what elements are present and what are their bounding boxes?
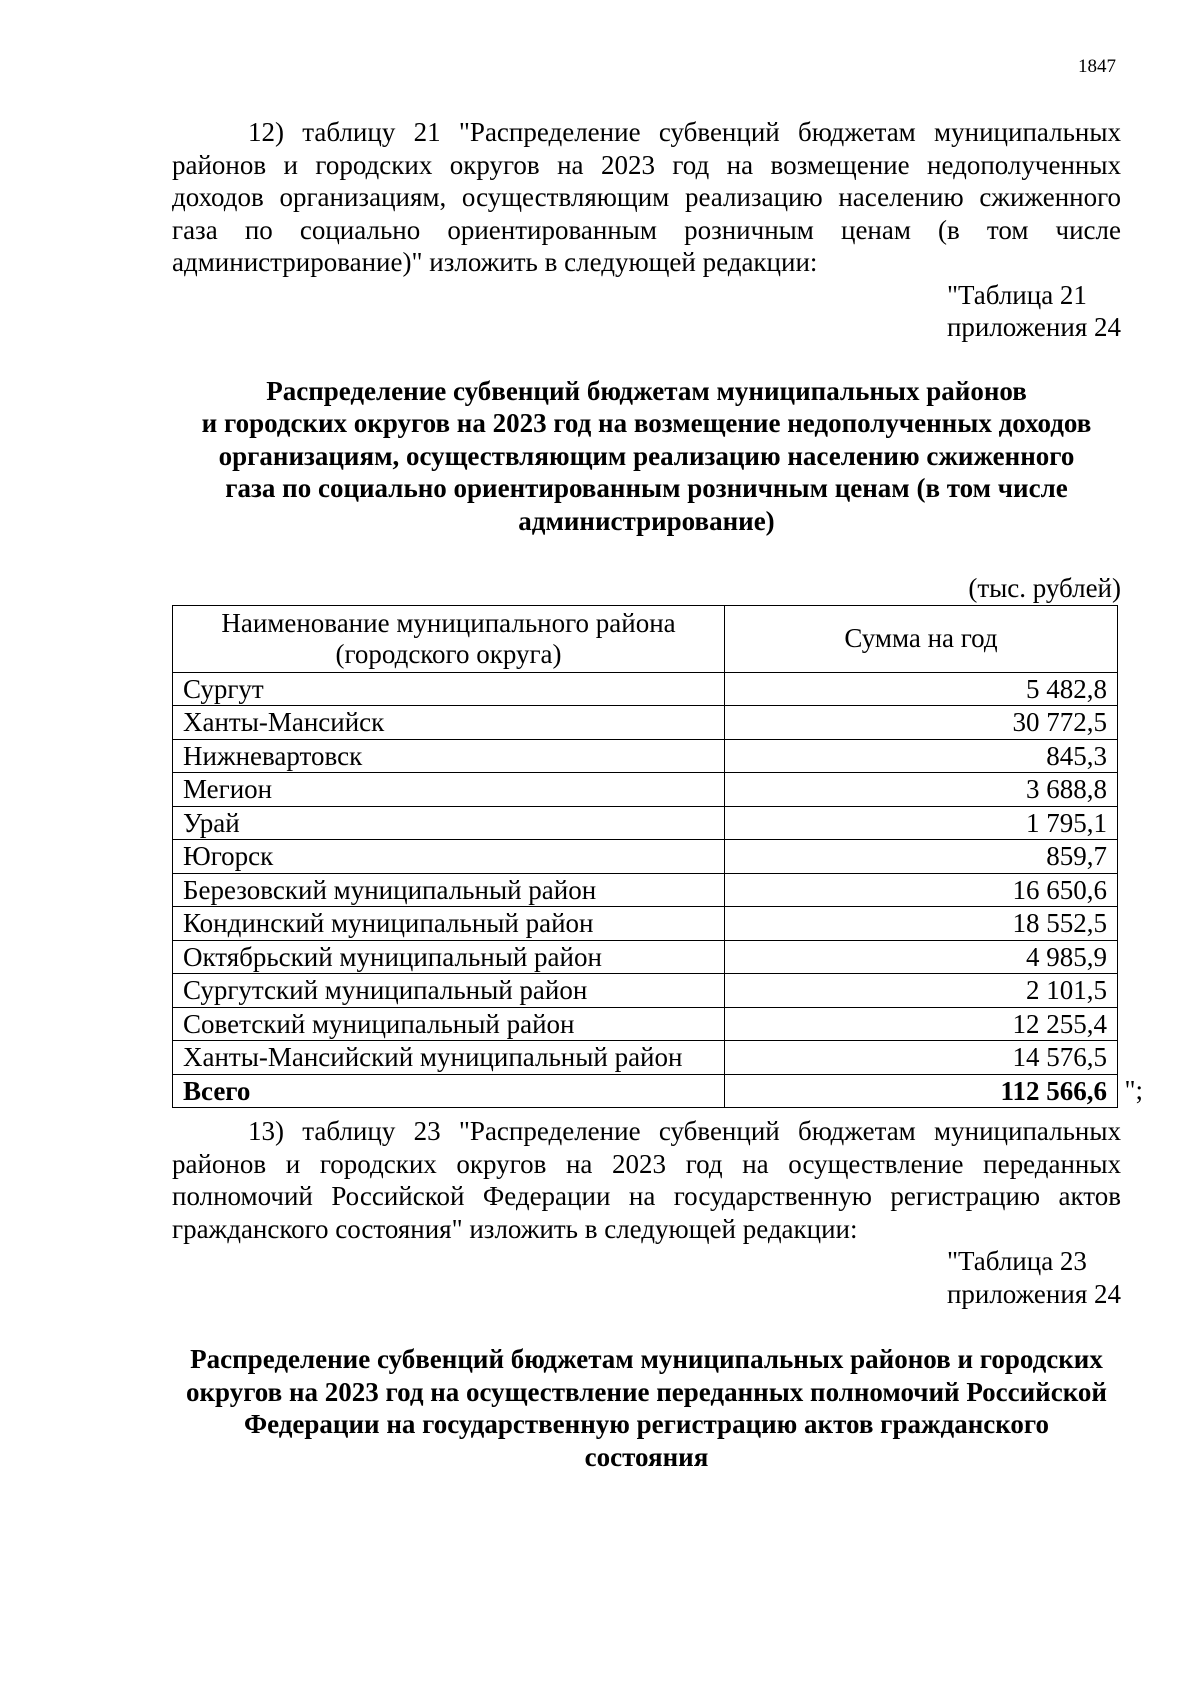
row-name: Березовский муниципальный район — [173, 873, 725, 907]
section-12 — [172, 116, 1143, 1108]
table-total-row — [173, 1074, 1118, 1108]
row-amount: 12 255,4 — [725, 1007, 1118, 1041]
row-name: Мегион — [173, 773, 725, 807]
table-23-caption — [172, 1245, 1121, 1310]
row-amount: 1 795,1 — [725, 806, 1118, 840]
row-amount: 16 650,6 — [725, 873, 1118, 907]
table-21-title — [172, 375, 1121, 538]
row-name: Советский муниципальный район — [173, 1007, 725, 1041]
header-name — [173, 605, 725, 672]
row-name: Нижневартовск — [173, 739, 725, 773]
row-name: Сургут — [173, 672, 725, 706]
caption-line: "Таблица 23 — [946, 1246, 1087, 1276]
row-amount: 30 772,5 — [725, 706, 1118, 740]
section-12-intro: 12) таблицу 21 "Распределение субвенций бюджетам муниципальных районов и городских округов на 2023 год на возмещение недополученных доходов организациям, осуществляющим реализацию населению сжиженного газа по социально ориентированным розничным ценам (в том числе администрирование)" изложить в следующей редакции: — [172, 117, 1121, 277]
table-row — [173, 840, 1118, 874]
title-line: Федерации на государственную регистрацию актов гражданского — [243, 1409, 1050, 1439]
row-amount: 845,3 — [725, 739, 1118, 773]
section-13-intro: 13) таблицу 23 "Распределение субвенций бюджетам муниципальных районов и городских округов на 2023 год на осуществление переданных полномочий Российской Федерации на государственную регистрацию актов гражданского состояния" изложить в следующей редакции: — [172, 1116, 1121, 1244]
section-13 — [172, 1115, 1121, 1473]
row-name: Урай — [173, 806, 725, 840]
row-name: Ханты-Мансийский муниципальный район — [173, 1041, 725, 1075]
table-row — [173, 739, 1118, 773]
title-line: Распределение субвенций бюджетам муниципальных районов — [266, 375, 1027, 406]
row-amount: 4 985,9 — [725, 940, 1118, 974]
caption-line: "Таблица 21 — [946, 279, 1087, 310]
caption-line: приложения 24 — [946, 312, 1121, 342]
units-label: (тыс. рублей) — [968, 573, 1121, 603]
header-amount: Сумма на год — [725, 605, 1118, 672]
title-line: округов на 2023 год на осуществление переданных полномочий Российской — [186, 1376, 1107, 1407]
row-name: Сургутский муниципальный район — [173, 974, 725, 1008]
title-line: и городских округов на 2023 год на возмещение недополученных доходов — [201, 408, 1092, 438]
table-row — [173, 672, 1118, 706]
header-name-line: (городского округа) — [335, 638, 562, 669]
title-line: газа по социально ориентированным розничным ценам (в том числе — [225, 473, 1068, 503]
table-21-caption — [172, 279, 1121, 344]
row-amount: 2 101,5 — [725, 974, 1118, 1008]
row-amount: 3 688,8 — [725, 773, 1118, 807]
total-label: Всего — [173, 1074, 725, 1108]
caption-line: приложения 24 — [946, 1278, 1121, 1309]
closing-quote: "; — [1124, 1074, 1143, 1105]
table-header-row — [173, 605, 1118, 672]
table-row — [173, 706, 1118, 740]
header-name-line: Наименование муниципального района — [221, 607, 676, 638]
title-line: состояния — [584, 1441, 709, 1472]
table-row — [173, 1041, 1118, 1075]
table-23-title — [172, 1343, 1121, 1473]
row-name: Югорск — [173, 840, 725, 874]
page-number: 1847 — [1078, 56, 1116, 77]
table-row — [173, 974, 1118, 1008]
table-row — [173, 1007, 1118, 1041]
table-row — [173, 907, 1118, 941]
title-line: Распределение субвенций бюджетам муниципальных районов и городских — [190, 1344, 1103, 1374]
row-amount: 18 552,5 — [725, 907, 1118, 941]
row-amount: 5 482,8 — [725, 672, 1118, 706]
row-amount: 14 576,5 — [725, 1041, 1118, 1075]
row-name: Кондинский муниципальный район — [173, 907, 725, 941]
subvention-table — [172, 605, 1118, 1109]
table-row — [173, 873, 1118, 907]
row-amount: 859,7 — [725, 840, 1118, 874]
table-row — [173, 806, 1118, 840]
title-line: организациям, осуществляющим реализацию населению сжиженного — [218, 440, 1075, 471]
row-name: Октябрьский муниципальный район — [173, 940, 725, 974]
total-amount: 112 566,6 — [725, 1074, 1118, 1108]
table-row — [173, 773, 1118, 807]
table-row — [173, 940, 1118, 974]
row-name: Ханты-Мансийск — [173, 706, 725, 740]
title-line: администрирование) — [518, 505, 775, 536]
